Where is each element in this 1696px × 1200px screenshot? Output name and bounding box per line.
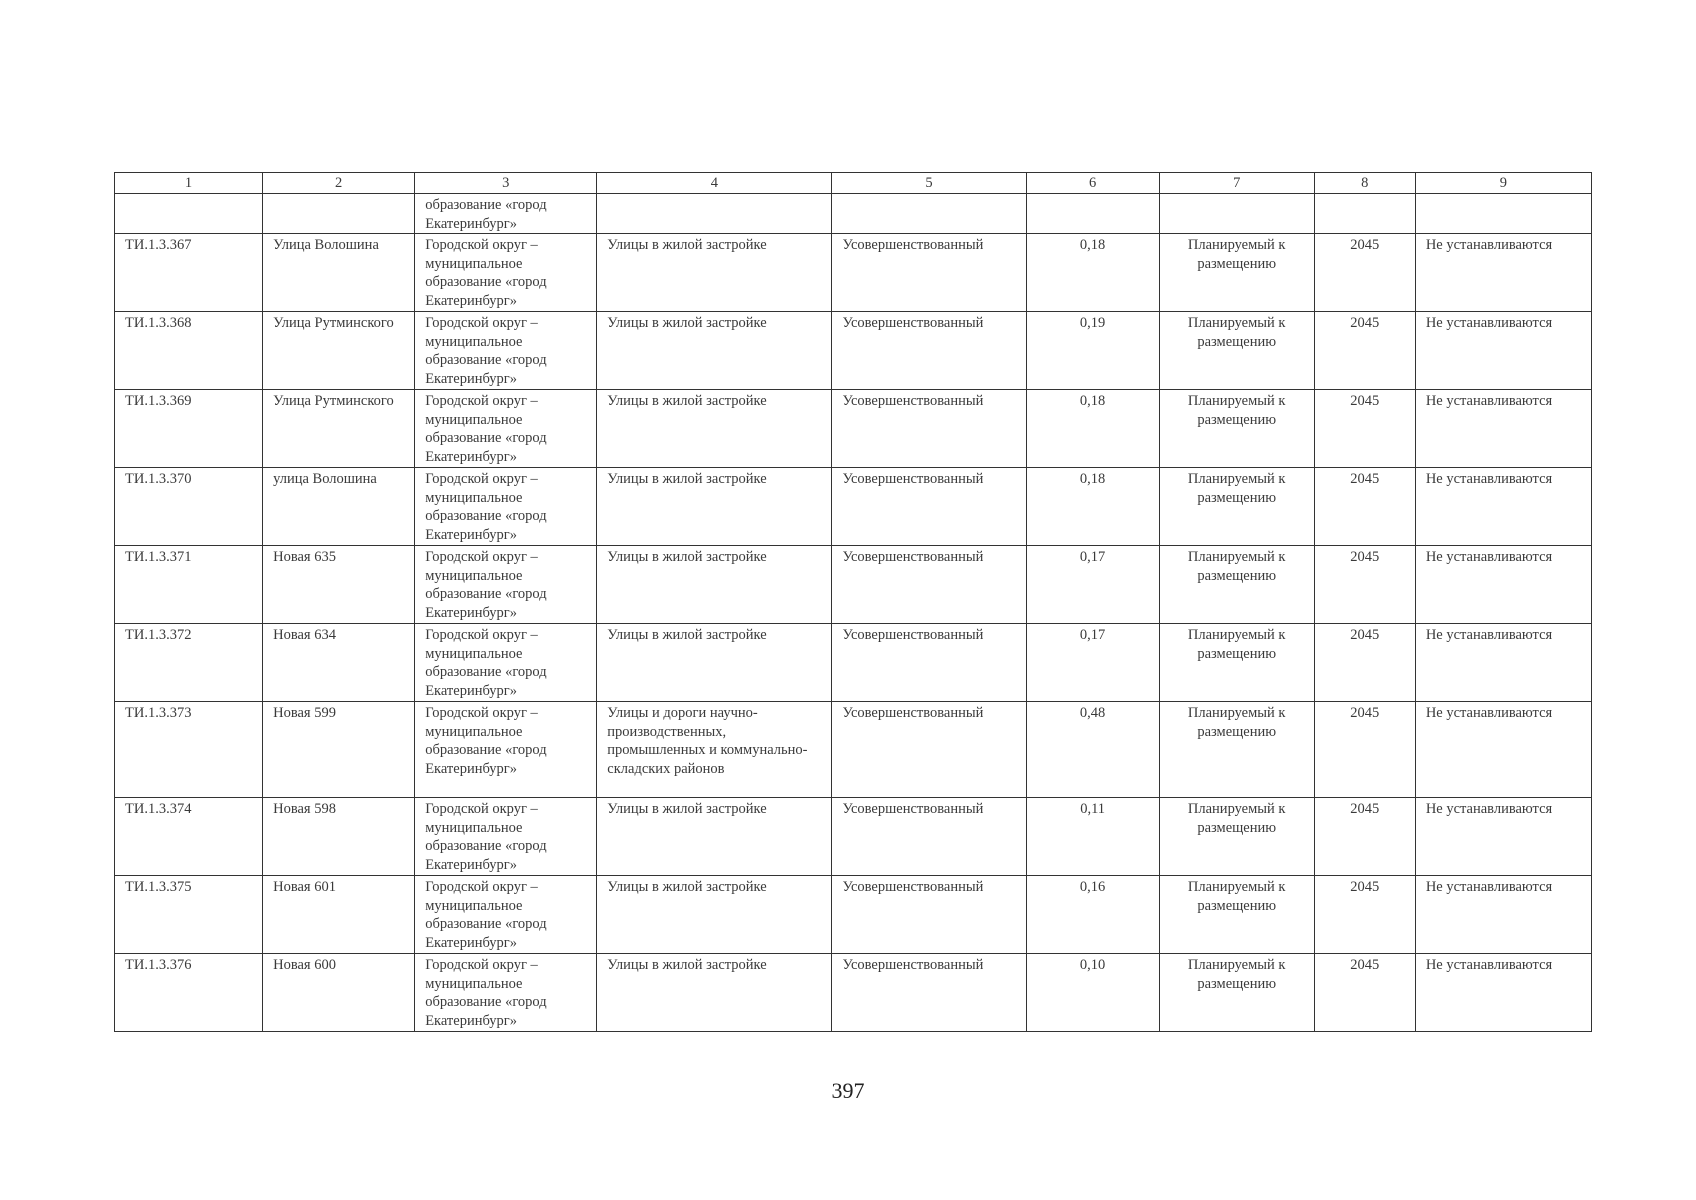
- table-row: [115, 546, 1592, 624]
- cell-zone: Не устанавливаются: [1415, 798, 1591, 876]
- cell-municipality: Городской округ – муниципальное образование «город Екатеринбург»: [415, 468, 597, 546]
- cell-year: 2045: [1314, 954, 1415, 1032]
- column-header-1: 1: [115, 173, 263, 194]
- cell-id: ТИ.1.3.370: [115, 468, 263, 546]
- cell-municipality: Городской округ – муниципальное образование «город Екатеринбург»: [415, 798, 597, 876]
- cell-surface: Усовершенствованный: [832, 954, 1026, 1032]
- cell-surface: Усовершенствованный: [832, 390, 1026, 468]
- cell-status: Планируемый к размещению: [1159, 312, 1314, 390]
- cell-category: [597, 194, 832, 234]
- cell-surface: Усовершенствованный: [832, 702, 1026, 798]
- cell-year: 2045: [1314, 702, 1415, 798]
- cell-id: ТИ.1.3.369: [115, 390, 263, 468]
- cell-name: Улица Волошина: [263, 234, 415, 312]
- cell-year: 2045: [1314, 798, 1415, 876]
- cell-surface: Усовершенствованный: [832, 624, 1026, 702]
- table-row: [115, 624, 1592, 702]
- data-table: [114, 172, 1592, 1032]
- cell-name: Новая 634: [263, 624, 415, 702]
- cell-surface: [832, 194, 1026, 234]
- cell-length: 0,17: [1026, 624, 1159, 702]
- cell-length: 0,11: [1026, 798, 1159, 876]
- cell-name: Новая 599: [263, 702, 415, 798]
- cell-surface: Усовершенствованный: [832, 312, 1026, 390]
- cell-name: Новая 635: [263, 546, 415, 624]
- cell-category: Улицы в жилой застройке: [597, 798, 832, 876]
- cell-surface: Усовершенствованный: [832, 876, 1026, 954]
- column-header-6: 6: [1026, 173, 1159, 194]
- cell-name: Новая 601: [263, 876, 415, 954]
- cell-id: ТИ.1.3.376: [115, 954, 263, 1032]
- column-header-4: 4: [597, 173, 832, 194]
- table-row: [115, 702, 1592, 798]
- cell-year: 2045: [1314, 876, 1415, 954]
- cell-category: Улицы в жилой застройке: [597, 954, 832, 1032]
- cell-surface: Усовершенствованный: [832, 468, 1026, 546]
- cell-id: ТИ.1.3.374: [115, 798, 263, 876]
- cell-name: Улица Рутминского: [263, 312, 415, 390]
- table-row: [115, 390, 1592, 468]
- cell-status: Планируемый к размещению: [1159, 624, 1314, 702]
- cell-id: ТИ.1.3.371: [115, 546, 263, 624]
- cell-zone: Не устанавливаются: [1415, 876, 1591, 954]
- cell-name: улица Волошина: [263, 468, 415, 546]
- page-number: 397: [831, 1078, 865, 1103]
- column-header-5: 5: [832, 173, 1026, 194]
- table-row: [115, 954, 1592, 1032]
- table-row: [115, 798, 1592, 876]
- cell-id: ТИ.1.3.375: [115, 876, 263, 954]
- cell-zone: Не устанавливаются: [1415, 312, 1591, 390]
- cell-zone: Не устанавливаются: [1415, 546, 1591, 624]
- cell-length: 0,18: [1026, 468, 1159, 546]
- cell-municipality: Городской округ – муниципальное образование «город Екатеринбург»: [415, 702, 597, 798]
- column-header-9: 9: [1415, 173, 1591, 194]
- cell-municipality: Городской округ – муниципальное образование «город Екатеринбург»: [415, 624, 597, 702]
- cell-category: Улицы в жилой застройке: [597, 876, 832, 954]
- cell-municipality: Городской округ – муниципальное образование «город Екатеринбург»: [415, 546, 597, 624]
- cell-status: Планируемый к размещению: [1159, 798, 1314, 876]
- table-row: [115, 234, 1592, 312]
- cell-category: Улицы в жилой застройке: [597, 234, 832, 312]
- cell-length: 0,48: [1026, 702, 1159, 798]
- cell-zone: Не устанавливаются: [1415, 624, 1591, 702]
- table-row: [115, 876, 1592, 954]
- column-header-8: 8: [1314, 173, 1415, 194]
- cell-category: Улицы в жилой застройке: [597, 390, 832, 468]
- cell-name: Улица Рутминского: [263, 390, 415, 468]
- cell-status: Планируемый к размещению: [1159, 876, 1314, 954]
- cell-surface: Усовершенствованный: [832, 234, 1026, 312]
- cell-status: Планируемый к размещению: [1159, 954, 1314, 1032]
- cell-year: 2045: [1314, 624, 1415, 702]
- cell-year: 2045: [1314, 546, 1415, 624]
- cell-year: 2045: [1314, 234, 1415, 312]
- cell-zone: Не устанавливаются: [1415, 390, 1591, 468]
- cell-category: Улицы в жилой застройке: [597, 468, 832, 546]
- cell-zone: Не устанавливаются: [1415, 468, 1591, 546]
- cell-zone: Не устанавливаются: [1415, 954, 1591, 1032]
- cell-municipality: образование «город Екатеринбург»: [415, 194, 597, 234]
- cell-status: Планируемый к размещению: [1159, 546, 1314, 624]
- cell-id: ТИ.1.3.367: [115, 234, 263, 312]
- cell-surface: Усовершенствованный: [832, 546, 1026, 624]
- cell-zone: Не устанавливаются: [1415, 234, 1591, 312]
- cell-length: 0,19: [1026, 312, 1159, 390]
- cell-year: 2045: [1314, 468, 1415, 546]
- cell-length: 0,16: [1026, 876, 1159, 954]
- cell-category: Улицы в жилой застройке: [597, 312, 832, 390]
- cell-status: [1159, 194, 1314, 234]
- column-header-2: 2: [263, 173, 415, 194]
- cell-municipality: Городской округ – муниципальное образование «город Екатеринбург»: [415, 234, 597, 312]
- column-header-3: 3: [415, 173, 597, 194]
- cell-status: Планируемый к размещению: [1159, 234, 1314, 312]
- cell-name: Новая 598: [263, 798, 415, 876]
- cell-id: ТИ.1.3.372: [115, 624, 263, 702]
- cell-municipality: Городской округ – муниципальное образование «город Екатеринбург»: [415, 876, 597, 954]
- cell-category: Улицы и дороги научно-производственных, промышленных и коммунально-складских районов: [597, 702, 832, 798]
- cell-municipality: Городской округ – муниципальное образование «город Екатеринбург»: [415, 312, 597, 390]
- cell-id: [115, 194, 263, 234]
- cell-municipality: Городской округ – муниципальное образование «город Екатеринбург»: [415, 954, 597, 1032]
- cell-status: Планируемый к размещению: [1159, 390, 1314, 468]
- cell-year: [1314, 194, 1415, 234]
- cell-municipality: Городской округ – муниципальное образование «город Екатеринбург»: [415, 390, 597, 468]
- table-row: [115, 312, 1592, 390]
- cell-year: 2045: [1314, 390, 1415, 468]
- table-row: [115, 468, 1592, 546]
- cell-length: 0,10: [1026, 954, 1159, 1032]
- cell-id: ТИ.1.3.368: [115, 312, 263, 390]
- cell-id: ТИ.1.3.373: [115, 702, 263, 798]
- cell-category: Улицы в жилой застройке: [597, 546, 832, 624]
- cell-zone: Не устанавливаются: [1415, 702, 1591, 798]
- cell-year: 2045: [1314, 312, 1415, 390]
- continuation-row: [115, 194, 1592, 234]
- header-row: [115, 173, 1592, 194]
- cell-status: Планируемый к размещению: [1159, 468, 1314, 546]
- cell-length: 0,18: [1026, 390, 1159, 468]
- cell-surface: Усовершенствованный: [832, 798, 1026, 876]
- cell-length: [1026, 194, 1159, 234]
- cell-status: Планируемый к размещению: [1159, 702, 1314, 798]
- cell-name: Новая 600: [263, 954, 415, 1032]
- cell-length: 0,18: [1026, 234, 1159, 312]
- cell-name: [263, 194, 415, 234]
- cell-category: Улицы в жилой застройке: [597, 624, 832, 702]
- cell-length: 0,17: [1026, 546, 1159, 624]
- cell-zone: [1415, 194, 1591, 234]
- column-header-7: 7: [1159, 173, 1314, 194]
